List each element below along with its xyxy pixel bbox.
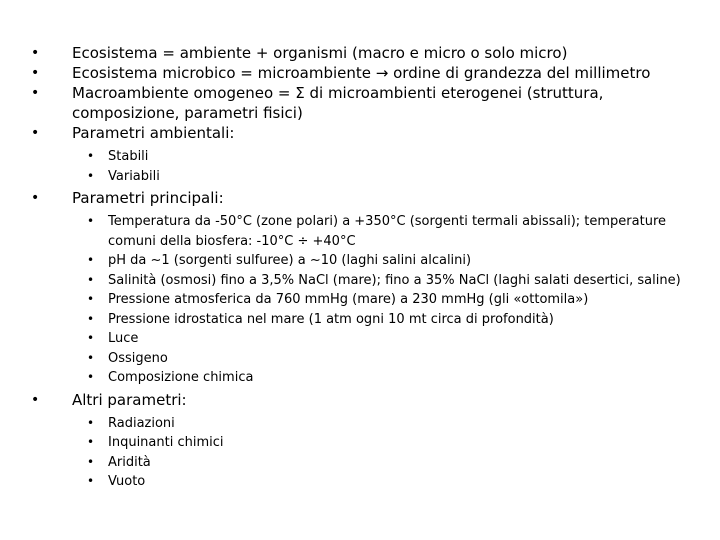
sub-bullet-item xyxy=(87,368,701,388)
sub-bullet-text: Variabili xyxy=(108,168,160,184)
bullet-icon: • xyxy=(87,214,95,228)
bullet-text: Parametri principali: xyxy=(72,189,224,207)
bullet-item xyxy=(31,390,701,492)
bullet-list xyxy=(31,43,701,492)
bullet-text: Altri parametri: xyxy=(72,390,187,409)
bullet-icon: • xyxy=(31,125,40,141)
bullet-icon: • xyxy=(87,370,95,384)
bullet-icon: • xyxy=(87,415,95,430)
bullet-icon: • xyxy=(87,253,95,267)
bullet-icon: • xyxy=(87,454,95,469)
bullet-icon: • xyxy=(87,168,95,183)
sub-bullet-item xyxy=(87,472,701,492)
sub-bullet-list xyxy=(72,147,701,186)
sub-bullet-item xyxy=(87,329,701,349)
bullet-icon: • xyxy=(87,311,95,326)
sub-bullet-item xyxy=(87,414,701,434)
sub-bullet-item xyxy=(87,310,701,330)
bullet-icon: • xyxy=(87,350,95,365)
bullet-item xyxy=(31,188,701,388)
sub-bullet-item xyxy=(87,453,701,473)
sub-bullet-text: Composizione chimica xyxy=(108,370,254,385)
bullet-icon: • xyxy=(31,190,40,206)
sub-bullet-item xyxy=(87,349,701,369)
bullet-icon: • xyxy=(87,474,95,488)
sub-bullet-text: Ossigeno xyxy=(108,350,168,366)
sub-bullet-item xyxy=(87,212,701,251)
bullet-icon: • xyxy=(87,435,95,449)
bullet-text: Parametri ambientali: xyxy=(72,124,235,142)
bullet-text: Ecosistema = ambiente + organismi (macro e micro o solo micro) xyxy=(72,44,568,62)
bullet-item xyxy=(31,123,701,186)
sub-bullet-text: pH da ~1 (sorgenti sulfuree) a ~10 (laghi salini alcalini) xyxy=(108,253,472,268)
sub-bullet-text: Luce xyxy=(108,331,139,346)
bullet-icon: • xyxy=(87,331,95,345)
sub-bullet-list xyxy=(72,212,701,388)
sub-bullet-text: Stabili xyxy=(108,149,149,164)
bullet-item xyxy=(31,63,701,83)
sub-bullet-text: Aridità xyxy=(108,454,151,470)
sub-bullet-text: Pressione idrostatica nel mare (1 atm ogni 10 mt circa di profondità) xyxy=(108,311,554,327)
sub-bullet-item xyxy=(87,167,701,187)
sub-bullet-list xyxy=(72,414,701,492)
sub-bullet-text: Radiazioni xyxy=(108,415,175,431)
sub-bullet-item xyxy=(87,290,701,310)
bullet-icon: • xyxy=(31,65,40,81)
sub-bullet-item xyxy=(87,147,701,167)
bullet-text: Ecosistema microbico = microambiente → ordine di grandezza del millimetro xyxy=(72,64,651,82)
bullet-icon: • xyxy=(31,85,40,101)
bullet-icon: • xyxy=(87,272,95,287)
bullet-icon: • xyxy=(87,149,95,163)
sub-bullet-text: Vuoto xyxy=(108,474,146,489)
sub-bullet-text: Inquinanti chimici xyxy=(108,435,224,450)
sub-bullet-item xyxy=(87,433,701,453)
sub-bullet-item xyxy=(87,271,701,291)
bullet-icon: • xyxy=(31,391,40,408)
bullet-item xyxy=(31,83,701,123)
sub-bullet-text: Salinità (osmosi) fino a 3,5% NaCl (mare); fino a 35% NaCl (laghi salati desertici, saline) xyxy=(108,272,681,288)
bullet-text: Macroambiente omogeneo = Σ di microambienti eterogenei (struttura, composizione, parametri fisici) xyxy=(72,84,604,122)
bullet-icon: • xyxy=(31,45,40,61)
sub-bullet-text: Temperatura da -50°C (zone polari) a +350°C (sorgenti termali abissali); temperature comuni della biosfera: -10°C ÷ +40°C xyxy=(108,214,667,249)
sub-bullet-item xyxy=(87,251,701,271)
bullet-item xyxy=(31,43,701,63)
sub-bullet-text: Pressione atmosferica da 760 mmHg (mare) a 230 mmHg (gli «ottomila») xyxy=(108,292,589,307)
bullet-icon: • xyxy=(87,292,95,306)
bullet-content xyxy=(31,43,701,494)
